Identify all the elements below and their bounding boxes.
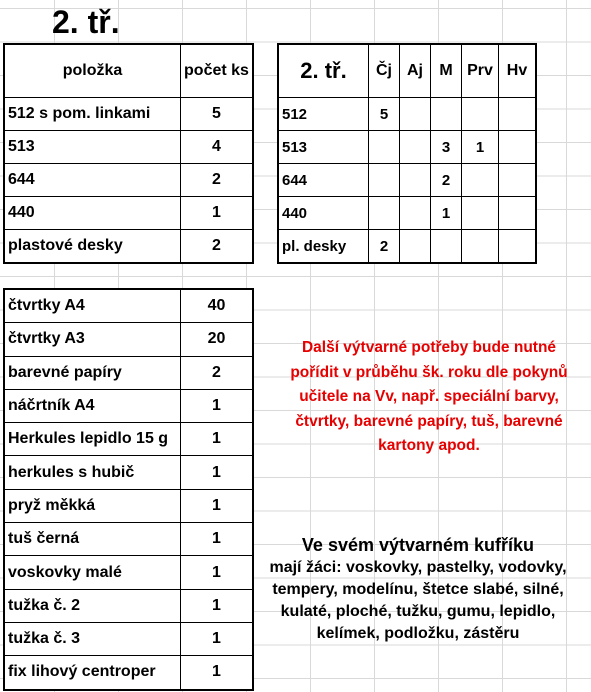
item-cell: voskovky malé bbox=[4, 556, 181, 589]
table-row bbox=[4, 423, 253, 456]
col-header-count: počet ks bbox=[181, 44, 254, 98]
value-cell bbox=[400, 131, 431, 164]
subject-header: Čj bbox=[369, 44, 400, 98]
value-cell bbox=[400, 164, 431, 197]
count-cell: 1 bbox=[181, 656, 254, 690]
table-row bbox=[4, 164, 253, 197]
supplies-table bbox=[3, 43, 254, 264]
count-cell: 2 bbox=[181, 230, 254, 264]
value-cell bbox=[400, 98, 431, 131]
item-cell: 644 bbox=[4, 164, 181, 197]
count-cell: 1 bbox=[181, 423, 254, 456]
table-row bbox=[4, 323, 253, 356]
value-cell: 5 bbox=[369, 98, 400, 131]
count-cell: 1 bbox=[181, 523, 254, 556]
count-cell: 40 bbox=[181, 289, 254, 323]
table-row bbox=[4, 523, 253, 556]
subject-header: Prv bbox=[462, 44, 499, 98]
table-row bbox=[4, 589, 253, 622]
value-cell: 2 bbox=[431, 164, 462, 197]
item-cell: pryž měkká bbox=[4, 489, 181, 522]
table-row bbox=[278, 98, 536, 131]
item-cell: 440 bbox=[4, 197, 181, 230]
value-cell bbox=[369, 131, 400, 164]
additional-supplies-note: Další výtvarné potřeby bude nutné pořídit v průběhu šk. roku dle pokynů učitele na Vv, např. speciální barvy, čtvrtky, barevné papíry, tuš, barevné kartony apod. bbox=[290, 339, 568, 454]
value-cell bbox=[400, 197, 431, 230]
row-label: 440 bbox=[278, 197, 369, 230]
item-cell: tuš černá bbox=[4, 523, 181, 556]
subject-distribution-table bbox=[277, 43, 537, 264]
sheet-title: 2. tř. bbox=[52, 4, 120, 40]
count-cell: 20 bbox=[181, 323, 254, 356]
table-row bbox=[4, 556, 253, 589]
value-cell bbox=[499, 131, 537, 164]
row-label: 512 bbox=[278, 98, 369, 131]
value-cell bbox=[369, 197, 400, 230]
value-cell: 1 bbox=[462, 131, 499, 164]
subject-header: Aj bbox=[400, 44, 431, 98]
table-row bbox=[4, 389, 253, 422]
item-cell: herkules s hubič bbox=[4, 456, 181, 489]
row-label: 644 bbox=[278, 164, 369, 197]
col-header-item: položka bbox=[4, 44, 181, 98]
table-row bbox=[278, 164, 536, 197]
item-cell: Herkules lepidlo 15 g bbox=[4, 423, 181, 456]
count-cell: 5 bbox=[181, 98, 254, 131]
item-cell: fix lihový centroper bbox=[4, 656, 181, 690]
value-cell bbox=[431, 230, 462, 264]
count-cell: 1 bbox=[181, 489, 254, 522]
count-cell: 1 bbox=[181, 197, 254, 230]
table-row bbox=[4, 656, 253, 690]
item-cell: tužka č. 3 bbox=[4, 622, 181, 655]
art-kit-note-body: mají žáci: voskovky, pastelky, vodovky, tempery, modelínu, štetce slabé, silné, kulaté, ploché, tužku, gumu, lepidlo, kelímek, podložku, zástěru bbox=[269, 559, 567, 642]
table-row bbox=[4, 131, 253, 164]
value-cell bbox=[369, 164, 400, 197]
table-row bbox=[278, 197, 536, 230]
value-cell bbox=[499, 98, 537, 131]
table-row bbox=[278, 230, 536, 264]
table-row bbox=[4, 197, 253, 230]
table-row bbox=[4, 622, 253, 655]
table-row bbox=[4, 356, 253, 389]
item-cell: tužka č. 2 bbox=[4, 589, 181, 622]
count-cell: 2 bbox=[181, 164, 254, 197]
value-cell bbox=[400, 230, 431, 264]
value-cell: 1 bbox=[431, 197, 462, 230]
subject-header: M bbox=[431, 44, 462, 98]
row-label: pl. desky bbox=[278, 230, 369, 264]
count-cell: 1 bbox=[181, 589, 254, 622]
value-cell bbox=[431, 98, 462, 131]
count-cell: 1 bbox=[181, 622, 254, 655]
count-cell: 1 bbox=[181, 389, 254, 422]
table-row bbox=[4, 289, 253, 323]
value-cell bbox=[462, 164, 499, 197]
item-cell: plastové desky bbox=[4, 230, 181, 264]
value-cell bbox=[499, 164, 537, 197]
value-cell bbox=[462, 230, 499, 264]
item-cell: čtvrtky A4 bbox=[4, 289, 181, 323]
table-row bbox=[4, 230, 253, 264]
corner-header: 2. tř. bbox=[278, 44, 369, 98]
item-cell: 512 s pom. linkami bbox=[4, 98, 181, 131]
art-kit-note-lead: Ve svém výtvarném kufříku bbox=[301, 535, 535, 555]
row-label: 513 bbox=[278, 131, 369, 164]
value-cell bbox=[499, 230, 537, 264]
value-cell bbox=[462, 197, 499, 230]
count-cell: 2 bbox=[181, 356, 254, 389]
value-cell bbox=[462, 98, 499, 131]
value-cell bbox=[499, 197, 537, 230]
table-row bbox=[278, 131, 536, 164]
count-cell: 1 bbox=[181, 556, 254, 589]
count-cell: 1 bbox=[181, 456, 254, 489]
item-cell: čtvrtky A3 bbox=[4, 323, 181, 356]
item-cell: barevné papíry bbox=[4, 356, 181, 389]
value-cell: 3 bbox=[431, 131, 462, 164]
art-supplies-table bbox=[3, 288, 254, 691]
item-cell: náčrtník A4 bbox=[4, 389, 181, 422]
art-kit-note bbox=[268, 533, 568, 645]
table-row bbox=[4, 98, 253, 131]
table-row bbox=[4, 456, 253, 489]
table-row bbox=[4, 489, 253, 522]
count-cell: 4 bbox=[181, 131, 254, 164]
subject-header: Hv bbox=[499, 44, 537, 98]
value-cell: 2 bbox=[369, 230, 400, 264]
item-cell: 513 bbox=[4, 131, 181, 164]
